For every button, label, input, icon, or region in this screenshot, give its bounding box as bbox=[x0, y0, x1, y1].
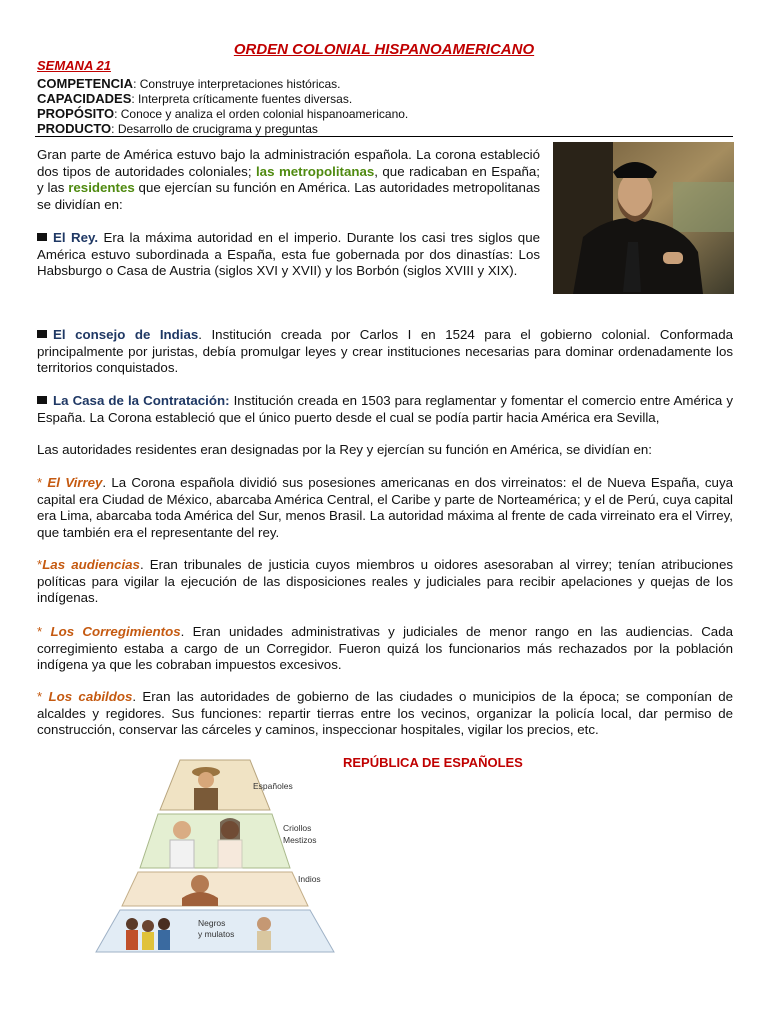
star-bullet: * bbox=[37, 689, 49, 704]
highlight-residentes: residentes bbox=[68, 180, 135, 195]
header-label: CAPACIDADES bbox=[37, 91, 132, 106]
cabildos-text: . Eran las autoridades de gobierno de las ciudades o municipios de la época; se componían de alcaldes y regidores. Sus funciones: repartir tierras entre los vecinos, organizar la policía local, dar permiso de construcción, conservar las cárceles y caminos, inspeccionar hospitales, vigilar los precios, etc. bbox=[37, 689, 733, 737]
pyramid-label-criollos: Criollos bbox=[283, 823, 312, 833]
figure-espanol bbox=[192, 767, 220, 810]
header-label: COMPETENCIA bbox=[37, 76, 134, 91]
rey-text: Era la máxima autoridad en el imperio. Durante los casi tres siglos que América estuvo subordinada a España, esta fue gobernada por dos dinastías: Los Habsburgo o Casa de Austria (siglos XVI y XVII) y los Borbón (siglos XVIII y XIX). bbox=[37, 230, 540, 278]
header-competencia bbox=[37, 76, 341, 92]
header-label: PROPÓSITO bbox=[37, 106, 115, 121]
consejo-heading: El consejo de Indias bbox=[53, 327, 199, 342]
portrait-image bbox=[553, 142, 734, 294]
intro-text: , que radicaban en España; y las bbox=[37, 163, 540, 195]
virrey-heading: El Virrey bbox=[47, 475, 103, 490]
corregimientos-paragraph bbox=[37, 624, 733, 674]
casa-paragraph bbox=[37, 393, 733, 426]
social-pyramid-diagram bbox=[90, 758, 340, 954]
star-bullet: * bbox=[37, 557, 43, 572]
intro-text: Gran parte de América estuvo bajo la administración española. La corona estableció dos tipos de autoridades coloniales; bbox=[37, 147, 540, 179]
consejo-paragraph bbox=[37, 327, 733, 377]
cabildos-heading: Los cabildos bbox=[48, 689, 133, 704]
star-bullet: * bbox=[37, 475, 48, 490]
bullet-icon bbox=[37, 330, 47, 338]
pyramid-label-mulatos: y mulatos bbox=[198, 929, 235, 939]
pyramid-label-espanoles: Españoles bbox=[253, 781, 293, 791]
audiencias-text: . Eran tribunales de justicia cuyos miembros u oidores asesoraban al virrey; tenían atribuciones políticas para vigilar la ejecución de las disposiciones reales y judiciales para recibir apelaciones y quejas de los indígenas. bbox=[37, 557, 733, 605]
consejo-text: . Institución creada por Carlos I en 1524 para el gobierno colonial. Conformada principalmente por juristas, debía promulgar leyes y crear instituciones necesarias para dominar ordenadamente los territorios conquistados. bbox=[37, 327, 733, 375]
pyramid-label-negros: Negros bbox=[198, 918, 226, 928]
highlight-metropolitanas: las metropolitanas bbox=[255, 163, 375, 179]
pyramid-label-indios: Indios bbox=[298, 874, 321, 884]
pyramid-label-mestizos: Mestizos bbox=[283, 835, 317, 845]
week-label: SEMANA 21 bbox=[37, 58, 111, 73]
intro-text: que ejercían su función en América. Las autoridades metropolitanas se dividían en: bbox=[37, 180, 540, 212]
bullet-icon bbox=[37, 396, 47, 404]
republica-heading: REPÚBLICA DE ESPAÑOLES bbox=[343, 755, 523, 770]
casa-heading: La Casa de la Contratación: bbox=[53, 393, 230, 408]
header-value: : Desarrollo de crucigrama y preguntas bbox=[111, 122, 318, 136]
corregimientos-heading: Los Corregimientos bbox=[50, 624, 181, 639]
casa-text: Institución creada en 1503 para reglamentar y fomentar el comercio entre América y España. La Corona estableció que el único puerto desde el cual se podía partir hacia América era Sevilla, bbox=[37, 393, 733, 425]
header-value: : Construye interpretaciones históricas. bbox=[133, 77, 341, 91]
audiencias-heading: Las audiencias bbox=[42, 557, 140, 572]
cabildos-paragraph bbox=[37, 689, 733, 739]
bullet-icon bbox=[37, 233, 47, 241]
virrey-paragraph bbox=[37, 475, 733, 541]
header-proposito bbox=[37, 106, 408, 122]
virrey-text: . La Corona española dividió sus posesiones americanas en dos virreinatos: el de Nueva España, cuya capital era Ciudad de México, abarcaba América Central, el Caribe y parte de Norteamérica; y el de Perú, cuya capital era Lima, abarcaba toda América del Sur, menos Brasil. La autoridad máxima al frente de cada virreinato era el Virrey, que también era el representante del rey. bbox=[37, 475, 733, 540]
figure-criollo bbox=[170, 821, 194, 868]
header-value: : Interpreta críticamente fuentes diversas. bbox=[131, 92, 353, 106]
audiencias-paragraph bbox=[37, 557, 733, 607]
intro-paragraph bbox=[37, 147, 540, 213]
residentes-paragraph: Las autoridades residentes eran designadas por la Rey y ejercían su función en América, se dividían en: bbox=[37, 442, 652, 457]
corregimientos-text: . Eran unidades administrativas y judiciales de menor rango en las audiencias. Cada corregimiento estaba a cargo de un Corregidor. Fueron quizá los funcionarios más rechazados por la población indígena ya que les cobraban impuestos excesivos. bbox=[37, 624, 733, 672]
page-title: ORDEN COLONIAL HISPANOAMERICANO bbox=[233, 41, 535, 58]
header-value: : Conoce y analiza el orden colonial hispanoamericano. bbox=[114, 107, 409, 121]
header-producto bbox=[37, 121, 318, 137]
header-label: PRODUCTO bbox=[37, 121, 112, 136]
rey-paragraph bbox=[37, 230, 540, 280]
header-divider bbox=[35, 136, 733, 137]
rey-heading: El Rey. bbox=[53, 230, 99, 245]
header-capacidades bbox=[37, 91, 352, 107]
star-bullet: * bbox=[37, 624, 51, 639]
figure-mestizo bbox=[218, 818, 242, 868]
